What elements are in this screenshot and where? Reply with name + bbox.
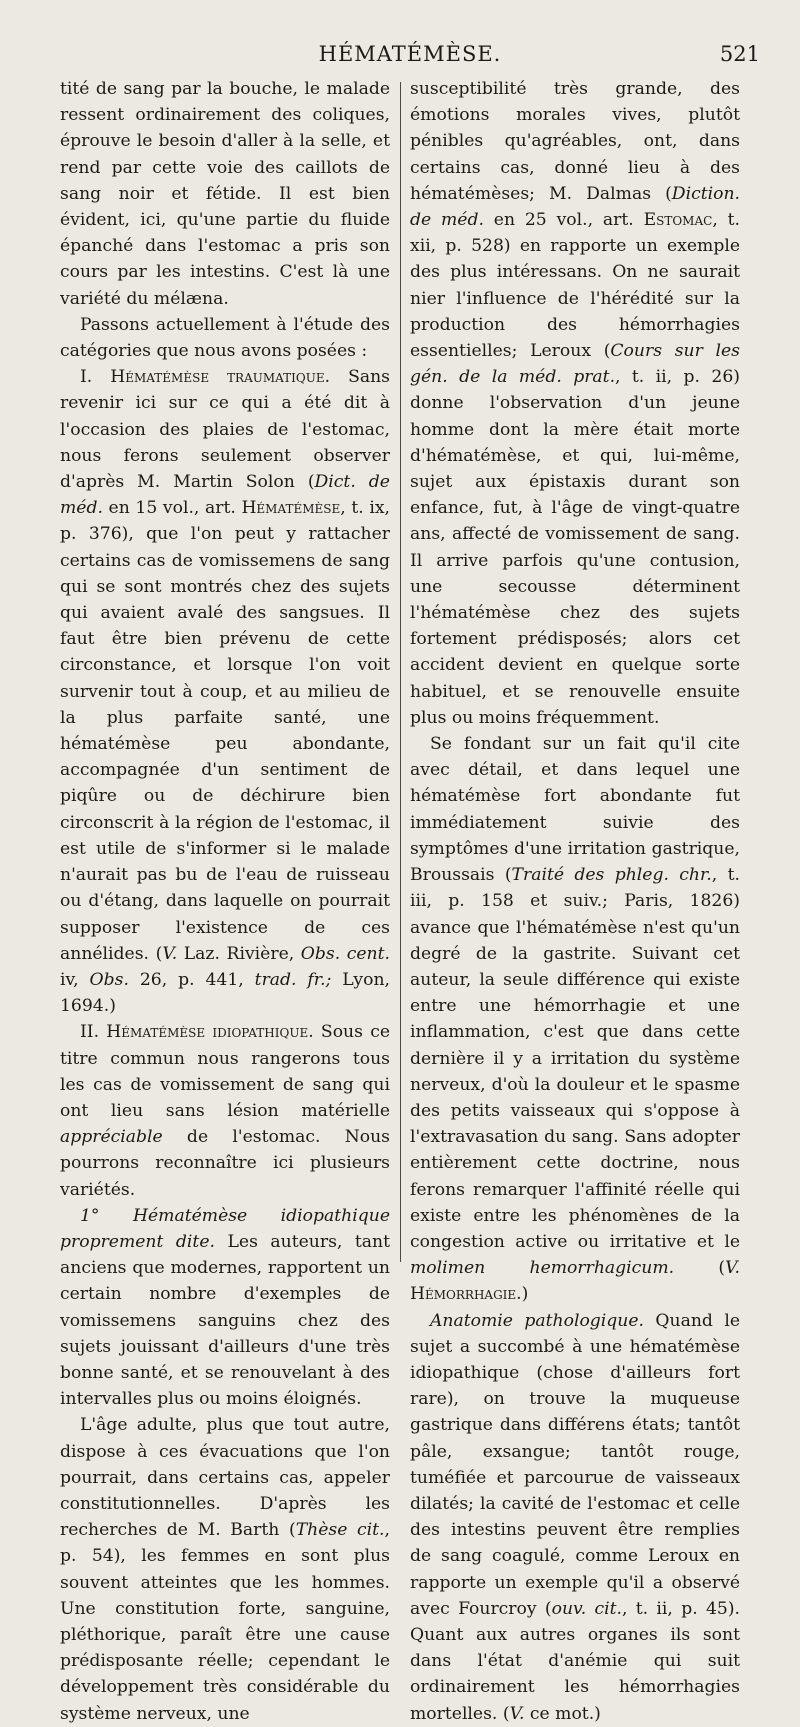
text-run: , t. iii, p. 158 et suiv.; Paris, 1826) avance que l'hématémèse n'est qu'un degré de la gastrite. Suivant cet auteur, la seule différence qui existe entre une hémorrhagie et une inflammation, c'est que dans cette dernière il y a irritation du système nerveux, d'où la douleur et le spasme des petits vaisseaux qui s'oppose à l'extravasation du sang. Sans adopter entièrement cette doctrine, nous ferons remarquer l'affinité réelle qui existe entre les phénomènes de la congestion active ou irritative et le [410, 865, 740, 1252]
text-run: ce mot.) [524, 1703, 601, 1724]
page-number: 521 [719, 42, 760, 66]
text-run: , t. xii, p. 528) en rapporte un exemple des plus intéressans. On ne saurait nier l'influence de l'hérédité sur la production des hémorrhagies essentielles; Leroux ( [410, 210, 740, 362]
citation: V. [725, 1258, 740, 1279]
running-title: HÉMATÉMÈSE. [318, 42, 502, 66]
latin-term: molimen hemorrhagicum. [410, 1258, 675, 1279]
citation: Dict. de méd. [60, 472, 390, 519]
text-run: , t. ii, p. 26) donne l'observation d'un jeune homme dont la mère était morte d'hématémèse, et qui, lui-même, sujet aux épistaxis durant son enfance, fut, à l'âge de vingt-quatre ans, affecté de vomissement de sang. Il arrive parfois qu'une contusion, une secousse déterminent l'hématémèse chez des sujets fortement prédisposés; alors cet accident devient en quelque sorte habituel, et se renouvelle ensuite plus ou moins fréquemment. [410, 367, 740, 728]
citation: Traité des phleg. chr. [511, 865, 712, 886]
citation: Cours sur les gén. de la méd. prat. [410, 341, 740, 388]
paragraph [60, 1412, 390, 1726]
text-run: 26, p. 441, [128, 969, 255, 990]
article-name: Estomac [643, 210, 713, 231]
text-run: , t. ii, p. 45). Quant aux autres organes ils sont dans l'état d'anémie qui suit ordinairement les hémorrhagies mortelles. ( [410, 1598, 741, 1724]
text-run: iv, [60, 969, 90, 990]
paragraph [410, 76, 740, 731]
text-run: en 15 vol., art. [102, 498, 242, 519]
text-run: Quand le sujet a succombé à une hématémèse idiopathique (chose d'ailleurs fort rare), on trouve la muqueuse gastrique dans différens états; tantôt pâle, exsangue; tantôt rouge, tuméfiée et parcourue de vaisseaux dilatés; la cavité de l'estomac et celle des intestins peuvent être remplies de sang coagulé, comme Leroux en rapporte un exemple qu'il a observé avec Fourcroy ( [410, 1310, 740, 1619]
article-name: Hémorrhagie [410, 1284, 517, 1305]
text-run: , t. ix, p. 376), que l'on peut y rattacher certains cas de vomissemens de sang qui se sont montrés chez des sujets qui avaient avalé des sangsues. Il faut être bien prévenu de cette circonstance, et lorsque l'on voit survenir tout à coup, et au milieu de la plus parfaite santé, une hématémèse peu abondante, accompagnée d'un sentiment de piqûre ou de déchirure bien circonscrit à la région de l'estomac, il est utile de s'informer si le malade n'aurait pas bu de l'eau de ruisseau ou d'étang, dans laquelle on pourrait supposer l'existence de ces annélides. ( [60, 498, 390, 964]
paragraph [60, 364, 390, 1019]
text-run: Sans revenir ici sur ce qui a été dit à l'occasion des plaies de l'estomac, nous ferons seulement observer d'après M. Martin Solon ( [60, 367, 390, 493]
citation: Obs. [89, 969, 129, 990]
text-run: susceptibilité très grande, des émotions morales vives, plutôt pénibles qu'agréables, ont, dans certains cas, donné lieu à des hématémèses; M. Dalmas ( [410, 79, 740, 204]
text-run: L'âge adulte, plus que tout autre, dispose à ces évacuations que l'on pourrait, dans certains cas, appeler constitutionnelles. D'après les recherches de M. Barth ( [60, 1415, 390, 1541]
text-run: en 25 vol., art. [483, 210, 644, 231]
right-column [410, 76, 740, 1727]
article-name: Hématémèse [241, 498, 341, 519]
citation: ouv. cit. [551, 1598, 622, 1619]
text-run: .) [516, 1284, 529, 1305]
paragraph [410, 1308, 740, 1727]
page-header [60, 42, 760, 72]
citation: Diction. de méd. [410, 183, 740, 231]
left-column [60, 76, 390, 1727]
text-columns [60, 76, 741, 1724]
paragraph [60, 1203, 390, 1413]
column-divider [400, 82, 401, 1262]
paragraph [60, 1019, 390, 1202]
emphasis: appréciable [60, 1127, 163, 1148]
section-heading: II. Hématémèse idiopathique. [80, 1022, 314, 1043]
paragraph [410, 731, 740, 1307]
text-run: tité de sang par la bouche, le malade ressent ordinairement des coliques, éprouve le besoin d'aller à la selle, et rend par cette voie des caillots de sang noir et fétide. Il est bien évident, ici, qu'une partie du fluide épanché dans l'estomac a pris son cours par les intestins. C'est là une variété du mélæna. [60, 79, 390, 309]
citation: V. [162, 943, 178, 964]
text-run: Les auteurs, tant anciens que modernes, rapportent un certain nombre d'exemples de vomissemens sanguins chez des sujets jouissant d'ailleurs d'une très bonne santé, et se renouvelant à des intervalles plus ou moins éloignés. [60, 1231, 390, 1410]
text-run: , p. 54), les femmes en sont plus souvent atteintes que les hommes. Une constitution forte, sanguine, pléthorique, paraît être une cause prédisposante réelle; cependant le développement très considérable du système nerveux, une [60, 1520, 390, 1724]
text-run: Lyon, 1694.) [60, 969, 390, 1017]
citation: Thèse cit. [295, 1520, 385, 1541]
citation: Obs. cent. [300, 943, 390, 964]
text-run: Passons actuellement à l'étude des catégories que nous avons posées : [60, 314, 390, 362]
subsection-heading: 1° Hématémèse idiopathique proprement dite. [60, 1205, 390, 1252]
text-run: Sous ce titre commun nous rangerons tous les cas de vomissement de sang qui ont lieu sans lésion matérielle [60, 1022, 390, 1121]
section-heading: I. Hématémèse traumatique. [80, 367, 331, 388]
text-run: Laz. Rivière, [177, 943, 301, 964]
citation: V. [509, 1703, 525, 1724]
paragraph [60, 76, 390, 312]
text-run: ( [674, 1258, 726, 1279]
paragraph [60, 312, 390, 364]
text-run: de l'estomac. Nous pourrons reconnaître ici plusieurs variétés. [60, 1127, 390, 1200]
citation: trad. fr.; [254, 969, 332, 990]
text-run: Se fondant sur un fait qu'il cite avec détail, et dans lequel une hématémèse fort abondante fut immédiatement suivie des symptômes d'une irritation gastrique, Broussais ( [410, 734, 740, 886]
subsection-heading: Anatomie pathologique. [430, 1310, 644, 1331]
